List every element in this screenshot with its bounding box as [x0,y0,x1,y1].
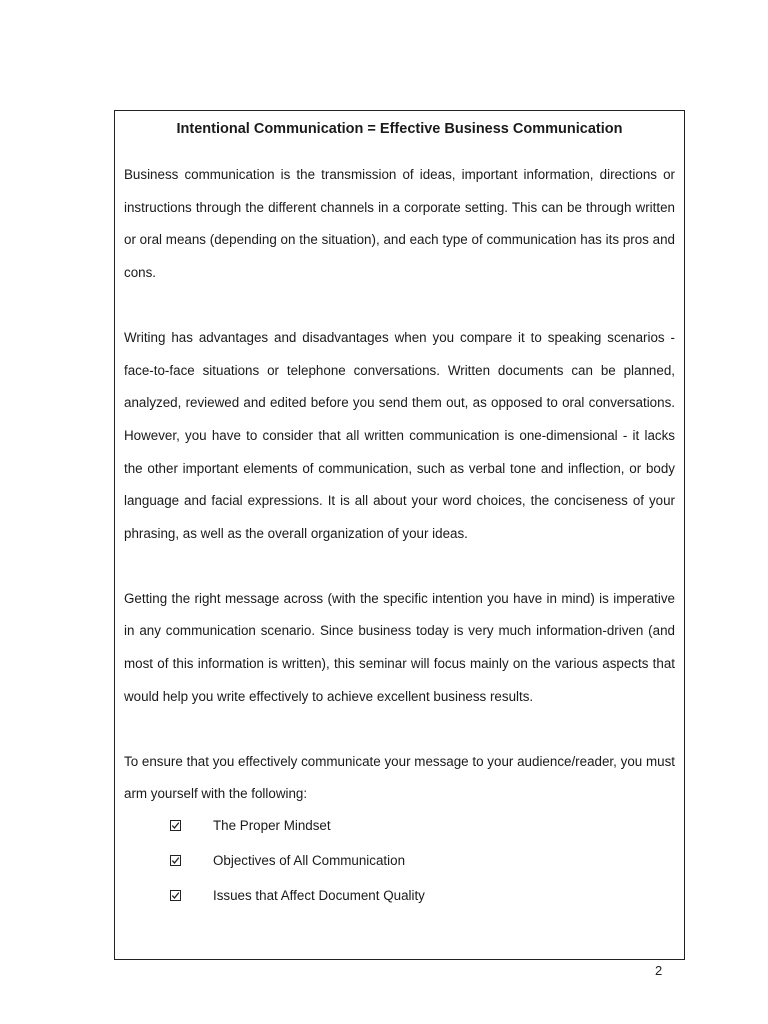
checked-box-icon [170,890,181,901]
document-content [124,111,675,913]
checklist-item-label: The Proper Mindset [213,817,331,833]
checklist-item-label: Objectives of All Communication [213,852,406,868]
paragraph: Business communication is the transmission of ideas, important information, directions or instructions through the different channels in a corporate setting. This can be through written or oral means (depending on the situation), and each type of communication has its pros and cons. [124,167,675,281]
paragraph: Writing has advantages and disadvantages when you compare it to speaking scenarios - face-to-face situations or telephone conversations. Written documents can be planned, analyzed, reviewed and edited before you send them out, as opposed to oral conversations. However, you have to consider that all written communication is one-dimensional - it lacks the other important elements of communication, such as verbal tone and inflection, or body language and facial expressions. It is all about your word choices, the conciseness of your phrasing, as well as the overall organization of your ideas. [124,329,675,542]
paragraph: Getting the right message across (with the specific intention you have in mind) is imperative in any communication scenario. Since business today is very much information-driven (and most of this information is written), this seminar will focus mainly on the various aspects that would help you write effectively to achieve excellent business results. [124,590,675,704]
checklist-item [124,808,675,843]
checked-box-icon [170,820,181,831]
paragraph: To ensure that you effectively communicate your message to your audience/reader, you must arm yourself with the following: [124,753,675,802]
checklist-item [124,878,675,913]
document-frame [114,110,685,960]
checklist-item [124,843,675,878]
page-number: 2 [655,963,663,978]
document-title: Intentional Communication = Effective Business Communication [176,121,623,137]
checklist [124,808,675,913]
checklist-item-label: Issues that Affect Document Quality [213,887,425,903]
checked-box-icon [170,855,181,866]
